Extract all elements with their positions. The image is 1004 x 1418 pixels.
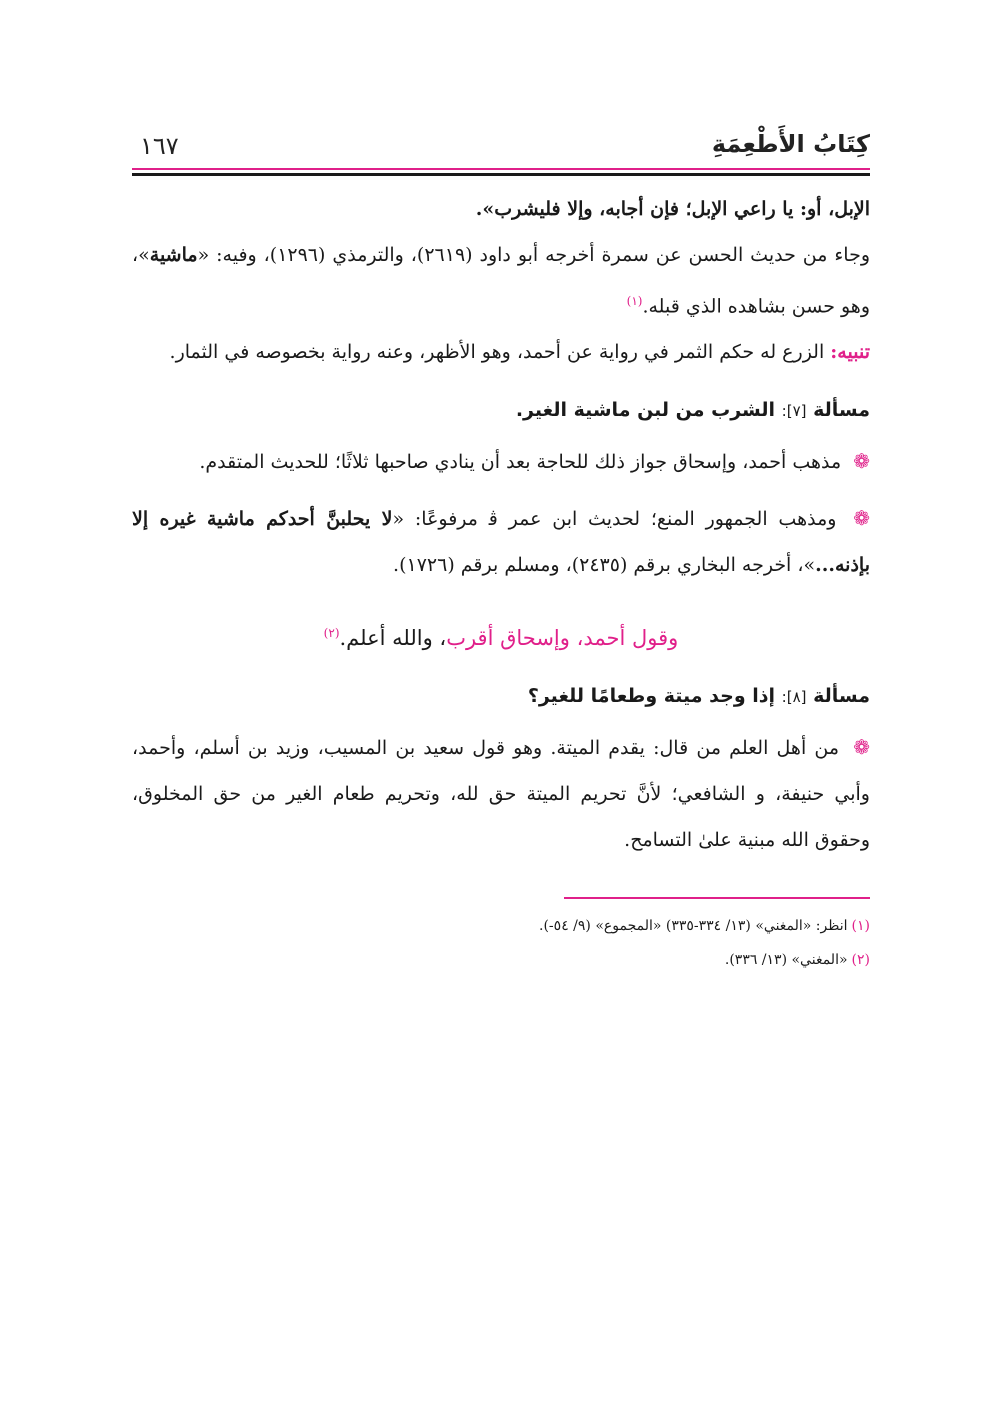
- page-number: ١٦٧: [140, 132, 179, 160]
- flower-bullet-icon: ❁: [853, 506, 870, 531]
- paragraph-hadith-end: الإبل، أو: يا راعي الإبل؛ فإن أجابه، وإلا فليشرب».: [475, 198, 870, 220]
- paragraph-ahmad-view: [132, 438, 870, 485]
- footnotes: [132, 909, 870, 977]
- header-rule-black: [132, 173, 870, 176]
- ahmad-view-text: مذهب أحمد، وإسحاق جواز ذلك للحاجة بعد أن ينادي صاحبها ثلاثًا؛ للحديث المتقدم.: [199, 451, 848, 474]
- header-rule-pink: [132, 168, 870, 170]
- footnote-2: [132, 943, 870, 977]
- paragraph-carrion-view: [132, 724, 870, 863]
- conclusion-pink-text: وقول أحمد، وإسحاق أقرب: [446, 626, 679, 651]
- samura-text-a: (١٢٩٦)، وفيه: «: [197, 244, 326, 266]
- running-head: [132, 118, 870, 168]
- question-7-title: الشرب من لبن ماشية الغير.: [515, 399, 782, 422]
- question-8-number: [٨]:: [781, 688, 807, 707]
- book-page: [132, 118, 870, 977]
- question-8-title: إذا وجد ميتة وطعامًا للغير؟: [527, 685, 782, 708]
- footnote-2-text: «المغني» (١٣/ ٣٣٦).: [724, 952, 848, 969]
- footnote-1-text: انظر: «المغني» (١٣/ ٣٣٤-٣٣٥) «المجموع» (٩/ ٥٤-).: [539, 918, 848, 935]
- footnote-1: [132, 909, 870, 943]
- paragraph-tanbih: [132, 329, 870, 375]
- footnote-ref-1[interactable]: (١): [626, 294, 643, 308]
- majority-hadith-bold: لا يحلبنَّ أحدكم ماشية غيره إلا بإذنه...: [132, 508, 870, 577]
- paragraph-samura: [132, 232, 870, 329]
- samura-line1: وجاء من حديث الحسن عن سمرة أخرجه أبو داود (٢٦١٩)، والترمذي: [332, 244, 870, 266]
- question-7-label: مسألة: [813, 399, 870, 422]
- paragraph-majority-view: [132, 495, 870, 588]
- question-7-number: [٧]:: [781, 402, 807, 421]
- question-7-conclusion: [132, 610, 870, 661]
- question-8-label: مسألة: [813, 685, 870, 708]
- conclusion-black-text: ، والله أعلم.: [339, 626, 447, 651]
- majority-text-b: »، أخرجه البخاري برقم (٢٤٣٥)، ومسلم برقم (١٧٢٦).: [393, 554, 816, 577]
- flower-bullet-icon: ❁: [853, 735, 870, 760]
- question-8-heading: [132, 673, 870, 720]
- flower-bullet-icon: ❁: [853, 449, 870, 474]
- samura-text-b: »، وهو حسن بشاهده الذي قبله.: [132, 244, 870, 318]
- footnote-ref-2[interactable]: (٢): [323, 626, 340, 641]
- tanbih-label: تنبيه:: [830, 341, 870, 364]
- chapter-title: كِتَابُ الأَطْعِمَةِ: [711, 130, 870, 158]
- tanbih-text: الزرع له حكم الثمر في رواية عن أحمد، وهو الأظهر، وعنه رواية بخصوصه في الثمار.: [169, 341, 831, 364]
- question-7-heading: [132, 387, 870, 434]
- footnote-1-mark: (١): [851, 918, 870, 935]
- carrion-view-text: من أهل العلم من قال: يقدم الميتة. وهو قول سعيد بن المسيب، وزيد بن أسلم، وأحمد، وأبي حنيفة، و الشافعي؛ لأنَّ تحريم الميتة حق لله، وتحريم طعام الغير من حق المخلوق، وحقوق الله مبنية علىٰ التسامح.: [132, 737, 870, 852]
- footnote-2-mark: (٢): [851, 952, 870, 969]
- majority-text-a: ومذهب الجمهور المنع؛ لحديث ابن عمر ﭬ مرفوعًا: «: [392, 508, 848, 531]
- samura-bold-word: ماشية: [149, 244, 198, 266]
- footnote-separator: [564, 897, 870, 899]
